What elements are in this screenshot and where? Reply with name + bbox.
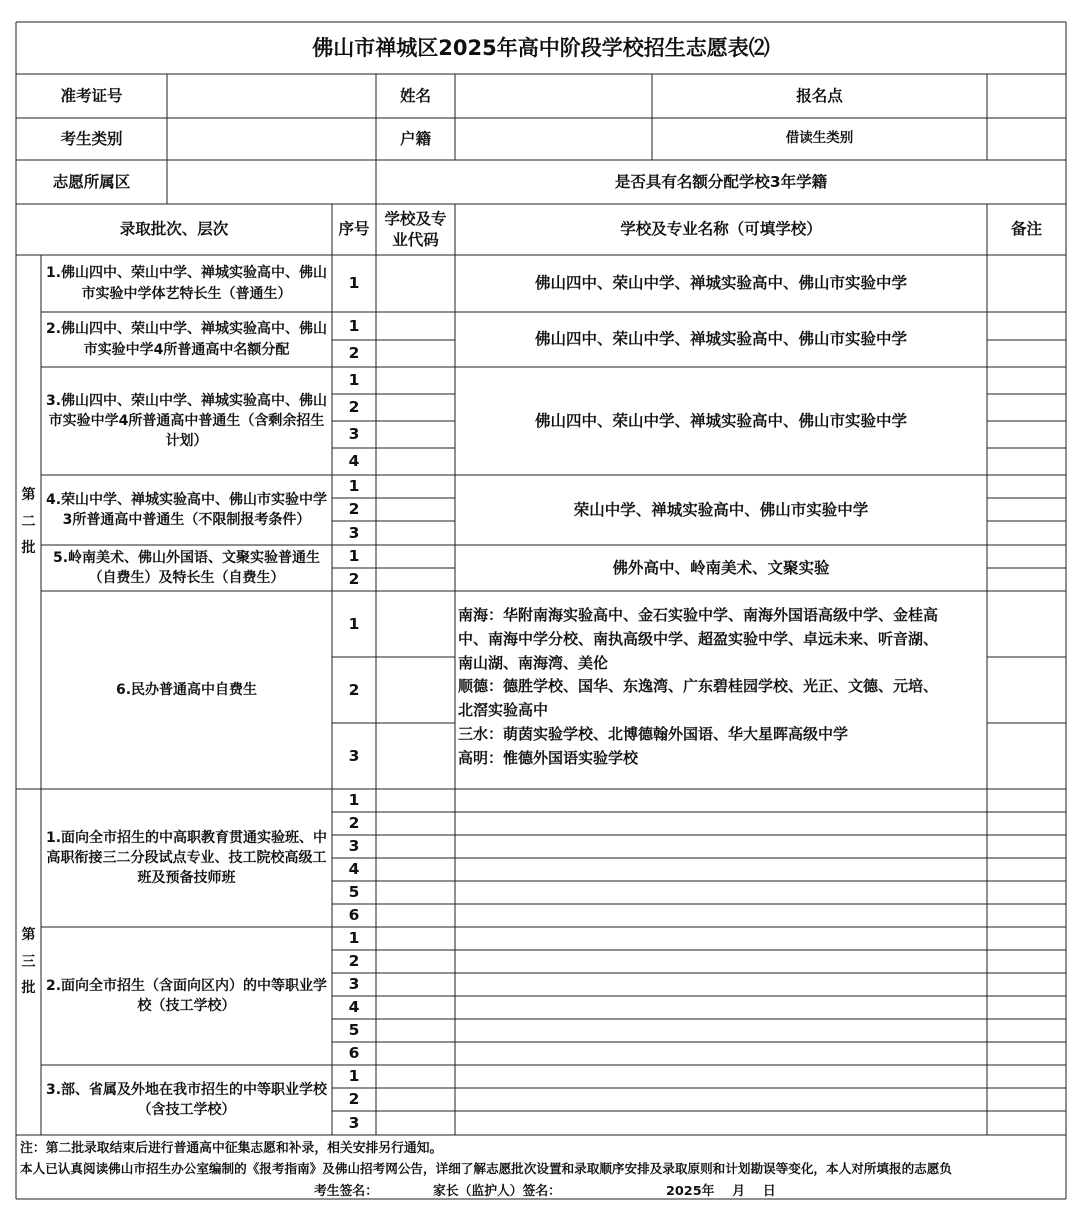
batch3-label: 第 三 批 — [21, 927, 36, 997]
seq-number: 3 — [348, 523, 360, 542]
seq-number: 1 — [348, 791, 360, 810]
col-seq-header: 序号 — [338, 220, 370, 239]
seq-number: 3 — [348, 837, 360, 856]
seq-number: 5 — [348, 883, 360, 902]
category-label: 考生类别 — [60, 129, 123, 148]
district-label: 志愿所属区 — [52, 172, 131, 191]
batch2-group4-desc: 4.荣山中学、禅城实验高中、佛山市实验中学 3所普通高中普通生（不限制报考条件） — [45, 491, 328, 528]
batch3-group3-desc: 3.部、省属及外地在我市招生的中等职业学校 （含技工学校） — [45, 1081, 328, 1118]
seq-number: 3 — [348, 975, 360, 994]
seq-number: 3 — [348, 425, 360, 444]
name-label: 姓名 — [399, 86, 431, 105]
col-school-header: 学校及专业名称（可填学校） — [620, 220, 822, 239]
reg-site-label: 报名点 — [796, 86, 843, 105]
batch2-group1-desc: 1.佛山四中、荣山中学、禅城实验高中、佛山 市实验中学体艺特长生（普通生） — [45, 265, 328, 302]
name-field[interactable] — [455, 74, 652, 118]
seq-number: 6 — [348, 906, 360, 925]
seq-number: 2 — [348, 814, 360, 833]
col-code-header: 学校及专 业代码 — [384, 209, 447, 249]
seq-number: 2 — [348, 570, 360, 589]
seq-number: 4 — [348, 860, 360, 879]
batch2-group6-desc: 6.民办普通高中自费生 — [115, 681, 258, 698]
category-field[interactable] — [167, 118, 376, 160]
household-label: 户籍 — [399, 129, 431, 148]
seq-number: 3 — [348, 1113, 360, 1132]
seq-number: 3 — [348, 746, 360, 765]
batch2-group5-schools: 佛外高中、岭南美术、文聚实验 — [612, 558, 830, 577]
batch2-group3-desc: 3.佛山四中、荣山中学、禅城实验高中、佛山 市实验中学4所普通高中普通生（含剩余招生 计划） — [45, 392, 328, 450]
borrow-field[interactable] — [987, 118, 1066, 160]
seq-number: 4 — [348, 998, 360, 1017]
exam-id-field[interactable] — [167, 74, 376, 118]
seq-number: 1 — [348, 929, 360, 948]
seq-number: 2 — [348, 952, 360, 971]
footer-declaration: 本人已认真阅读佛山市招生办公室编制的《报考指南》及佛山招考网公告，详细了解志愿批次设置和录取顺序安排及录取原则和计划勘误等变化，本人对所填报的志愿负 — [20, 1161, 952, 1176]
seq-number: 2 — [348, 680, 360, 699]
seq-number: 2 — [348, 500, 360, 519]
seq-number: 1 — [348, 614, 360, 633]
batch2-label: 第 二 批 — [21, 487, 36, 557]
page-title: 佛山市禅城区2025年高中阶段学校招生志愿表⑵ — [312, 35, 770, 60]
col-batch-header: 录取批次、层次 — [119, 220, 229, 239]
sign-date: 2025年 月 日 — [666, 1184, 776, 1199]
seq-number: 1 — [348, 371, 360, 390]
seq-number: 1 — [348, 477, 360, 496]
quota-label: 是否具有名额分配学校3年学籍 — [614, 172, 828, 191]
seq-number: 2 — [348, 398, 360, 417]
student-sign-label: 考生签名： — [314, 1184, 378, 1199]
batch3-group2-desc: 2.面向全市招生（含面向区内）的中等职业学 校（技工学校） — [45, 977, 328, 1014]
seq-number: 2 — [348, 344, 360, 363]
seq-number: 1 — [348, 274, 360, 293]
seq-number: 6 — [348, 1044, 360, 1063]
batch2-group2-desc: 2.佛山四中、荣山中学、禅城实验高中、佛山 市实验中学4所普通高中名额分配 — [45, 321, 328, 358]
seq-number: 5 — [348, 1021, 360, 1040]
seq-number: 1 — [348, 316, 360, 335]
batch2-group3-schools: 佛山四中、荣山中学、禅城实验高中、佛山市实验中学 — [534, 411, 907, 430]
household-field[interactable] — [455, 118, 652, 160]
batch2-group4-schools: 荣山中学、禅城实验高中、佛山市实验中学 — [573, 500, 869, 519]
col-remark-header: 备注 — [1010, 220, 1042, 239]
batch2-group2-schools: 佛山四中、荣山中学、禅城实验高中、佛山市实验中学 — [534, 330, 907, 349]
footer-note: 注：第二批录取结束后进行普通高中征集志愿和补录，相关安排另行通知。 — [20, 1141, 443, 1156]
exam-id-label: 准考证号 — [60, 86, 123, 105]
batch2-group5-desc: 5.岭南美术、佛山外国语、文聚实验普通生 （自费生）及特长生（自费生） — [52, 549, 321, 586]
batch2-group6-schools: 南海：华附南海实验高中、金石实验中学、南海外国语高级中学、金桂高 中、南海中学分校、南执高级中学、超盈实验中学、卓远未来、听音湖、 南山湖、南海湾、美伦 顺德：德胜学校、国华、东逸湾、广东碧桂园学校、光正、文德、元培、 北滘实验高中 三水：萌茵实验学校、北博德翰外国语、华大星晖高级中学 高明：惟德外国语实验学校 — [458, 606, 939, 767]
seq-number: 1 — [348, 547, 360, 566]
seq-number: 2 — [348, 1090, 360, 1109]
batch2-group1-schools: 佛山四中、荣山中学、禅城实验高中、佛山市实验中学 — [534, 274, 907, 293]
batch3-group1-desc: 1.面向全市招生的中高职教育贯通实验班、中 高职衔接三二分段试点专业、技工院校高级工 班及预备技师班 — [45, 829, 328, 887]
reg-site-field[interactable] — [987, 74, 1066, 118]
borrow-label: 借读生类别 — [785, 130, 854, 147]
district-field[interactable] — [167, 160, 376, 204]
seq-number: 4 — [348, 452, 360, 471]
parent-sign-label: 家长（监护人）签名： — [433, 1184, 561, 1199]
seq-number: 1 — [348, 1067, 360, 1086]
